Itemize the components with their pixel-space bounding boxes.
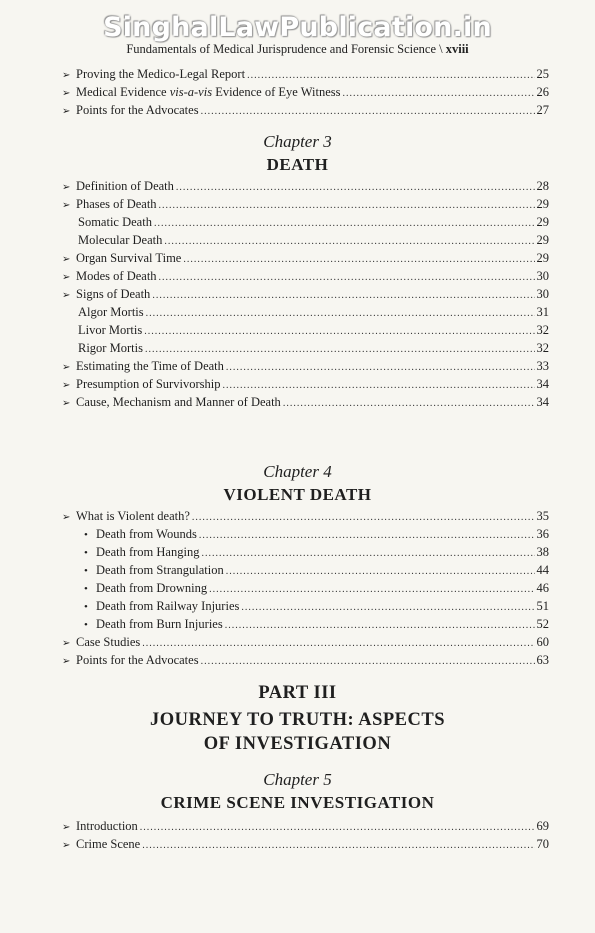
toc-entry[interactable]	[62, 633, 549, 651]
toc-entry-page: 34	[536, 395, 549, 409]
toc-entry-page: 63	[536, 653, 549, 667]
chapter-4-title: VIOLENT DEATH	[223, 485, 372, 504]
toc-entry[interactable]	[62, 579, 549, 597]
dot-bullet-icon: •	[84, 583, 88, 595]
leader-dots	[226, 563, 535, 581]
toc-entry-label: What is Violent death?	[76, 509, 190, 523]
toc-entry-page: 29	[536, 215, 549, 229]
toc-entry[interactable]	[62, 651, 549, 669]
toc-entry[interactable]	[62, 83, 549, 101]
toc-entry-label: Algor Mortis	[78, 305, 144, 319]
toc-entry[interactable]	[62, 543, 549, 561]
toc-entry-label: Cause, Mechanism and Manner of Death	[76, 395, 281, 409]
toc-entry-page: 69	[536, 819, 549, 833]
toc-entry[interactable]	[62, 321, 549, 339]
toc-entry-label: Points for the Advocates	[76, 653, 199, 667]
leader-dots	[159, 197, 535, 215]
toc-entry[interactable]	[62, 375, 549, 393]
toc-entry-label: Molecular Death	[78, 233, 163, 247]
toc-entry[interactable]	[62, 267, 549, 285]
part-3-label: PART III	[258, 683, 337, 703]
arrow-bullet-icon: ➢	[62, 254, 71, 265]
arrow-bullet-icon: ➢	[62, 106, 71, 117]
leader-dots	[199, 527, 535, 545]
toc-entry-page: 52	[536, 617, 549, 631]
toc-entry-label: Case Studies	[76, 635, 141, 649]
arrow-bullet-icon: ➢	[62, 200, 71, 211]
toc-entry-page: 35	[536, 509, 549, 523]
leader-dots	[225, 617, 535, 635]
toc-entry-label: Crime Scene	[76, 837, 141, 851]
chapter-4-label: Chapter 4	[263, 462, 332, 481]
page-number: xviii	[445, 42, 469, 56]
arrow-bullet-icon: ➢	[62, 182, 71, 193]
toc-entry-page: 51	[536, 599, 549, 613]
toc-entry-page: 27	[536, 103, 549, 117]
leader-dots	[176, 179, 535, 197]
toc-entry[interactable]	[62, 303, 549, 321]
leader-dots	[142, 837, 534, 855]
book-title: Fundamentals of Medical Jurisprudence and Forensic Science \	[126, 42, 443, 56]
toc-entry-page: 33	[536, 359, 549, 373]
toc-entry-page: 32	[536, 341, 549, 355]
toc-entry-page: 70	[536, 837, 549, 851]
arrow-bullet-icon: ➢	[62, 638, 71, 649]
leader-dots	[241, 599, 534, 617]
toc-entry[interactable]	[62, 195, 549, 213]
arrow-bullet-icon: ➢	[62, 398, 71, 409]
toc-entry[interactable]	[62, 101, 549, 119]
toc-entry-page: 38	[536, 545, 549, 559]
leader-dots	[159, 269, 535, 287]
toc-entry-label: Death from Drowning	[96, 581, 208, 595]
toc-entry-label: Presumption of Survivorship	[76, 377, 221, 391]
toc-entry[interactable]	[62, 507, 549, 525]
toc-entry[interactable]	[62, 357, 549, 375]
toc-entry-page: 29	[536, 197, 549, 211]
leader-dots	[152, 287, 534, 305]
toc-entry-label: Proving the Medico-Legal Report	[76, 67, 246, 81]
arrow-bullet-icon: ➢	[62, 822, 71, 833]
arrow-bullet-icon: ➢	[62, 272, 71, 283]
leader-dots	[154, 215, 535, 233]
arrow-bullet-icon: ➢	[62, 512, 71, 523]
toc-entry[interactable]	[62, 615, 549, 633]
toc-entry[interactable]	[62, 525, 549, 543]
watermark-text: SinghalLawPublication.in	[103, 12, 492, 43]
toc-top	[62, 65, 549, 119]
toc-entry-page: 46	[536, 581, 549, 595]
toc-entry-label: Death from Burn Injuries	[96, 617, 223, 631]
leader-dots	[201, 103, 535, 121]
toc-entry-page: 32	[536, 323, 549, 337]
dot-bullet-icon: •	[84, 601, 88, 613]
toc-entry-label: Estimating the Time of Death	[76, 359, 224, 373]
toc-entry-page: 44	[536, 563, 549, 577]
toc-entry-page: 31	[536, 305, 549, 319]
part-3-title-line1: JOURNEY TO TRUTH: ASPECTS	[149, 710, 446, 730]
label-part: Medical Evidence	[76, 85, 170, 99]
arrow-bullet-icon: ➢	[62, 290, 71, 301]
toc-entry-label	[76, 83, 340, 101]
toc-entry-label: Death from Railway Injuries	[96, 599, 240, 613]
toc-entry-label: Somatic Death	[78, 215, 152, 229]
leader-dots	[201, 653, 535, 671]
arrow-bullet-icon: ➢	[62, 656, 71, 667]
toc-entry[interactable]	[62, 213, 549, 231]
toc-entry-page: 28	[536, 179, 549, 193]
toc-entry-page: 30	[536, 287, 549, 301]
dot-bullet-icon: •	[84, 529, 88, 541]
leader-dots	[283, 395, 535, 413]
chapter-3-label: Chapter 3	[263, 132, 332, 151]
dot-bullet-icon: •	[84, 565, 88, 577]
dot-bullet-icon: •	[84, 547, 88, 559]
arrow-bullet-icon: ➢	[62, 88, 71, 99]
toc-entry-page: 29	[536, 251, 549, 265]
toc-entry-label: Rigor Mortis	[78, 341, 143, 355]
toc-entry[interactable]	[62, 393, 549, 411]
running-head	[0, 42, 595, 57]
toc-entry-label: Points for the Advocates	[76, 103, 199, 117]
chapter-5-label: Chapter 5	[263, 770, 332, 789]
toc-entry-page: 34	[536, 377, 549, 391]
toc-entry[interactable]	[62, 177, 549, 195]
toc-entry-page: 60	[536, 635, 549, 649]
chapter-3-title: DEATH	[266, 155, 329, 174]
chapter-3-entries	[62, 177, 549, 411]
leader-dots	[142, 635, 534, 653]
leader-dots	[144, 323, 534, 341]
toc-entry-label: Modes of Death	[76, 269, 157, 283]
toc-entry-label: Signs of Death	[76, 287, 151, 301]
leader-dots	[201, 545, 534, 563]
toc-entry-page: 30	[536, 269, 549, 283]
chapter-5-title: CRIME SCENE INVESTIGATION	[160, 793, 435, 812]
arrow-bullet-icon: ➢	[62, 362, 71, 373]
toc-entry-label: Death from Hanging	[96, 545, 200, 559]
toc-entry[interactable]	[62, 835, 549, 853]
label-part: Evidence of Eye Witness	[212, 85, 341, 99]
toc-entry-label: Livor Mortis	[78, 323, 143, 337]
chapter-5-entries	[62, 817, 549, 853]
toc-entry-label: Organ Survival Time	[76, 251, 182, 265]
toc-entry[interactable]	[62, 231, 549, 249]
leader-dots	[183, 251, 534, 269]
arrow-bullet-icon: ➢	[62, 840, 71, 851]
leader-dots	[209, 581, 534, 599]
part-3-title-line2: OF INVESTIGATION	[203, 734, 392, 754]
toc-entry-label: Phases of Death	[76, 197, 157, 211]
arrow-bullet-icon: ➢	[62, 380, 71, 391]
toc-entry-label: Introduction	[76, 819, 138, 833]
toc-entry[interactable]	[62, 249, 549, 267]
toc-entry[interactable]	[62, 339, 549, 357]
leader-dots	[192, 509, 535, 527]
toc-entry-label: Death from Wounds	[96, 527, 197, 541]
toc-entry-label: Death from Strangulation	[96, 563, 224, 577]
toc-entry[interactable]	[62, 597, 549, 615]
toc-entry[interactable]	[62, 285, 549, 303]
toc-entry[interactable]	[62, 817, 549, 835]
leader-dots	[140, 819, 535, 837]
toc-entry-page: 29	[536, 233, 549, 247]
toc-entry-page: 25	[536, 67, 549, 81]
leader-dots	[164, 233, 534, 251]
toc-entry-label: Definition of Death	[76, 179, 174, 193]
arrow-bullet-icon: ➢	[62, 70, 71, 81]
leader-dots	[146, 305, 535, 323]
toc-entry[interactable]	[62, 561, 549, 579]
chapter-4-entries	[62, 507, 549, 669]
toc-entry-page: 36	[536, 527, 549, 541]
leader-dots	[342, 85, 534, 103]
dot-bullet-icon: •	[84, 619, 88, 631]
label-italic-part: vis-a-vis	[169, 85, 213, 99]
toc-entry[interactable]	[62, 65, 549, 83]
toc-entry-page: 26	[536, 85, 549, 99]
leader-dots	[226, 359, 535, 377]
